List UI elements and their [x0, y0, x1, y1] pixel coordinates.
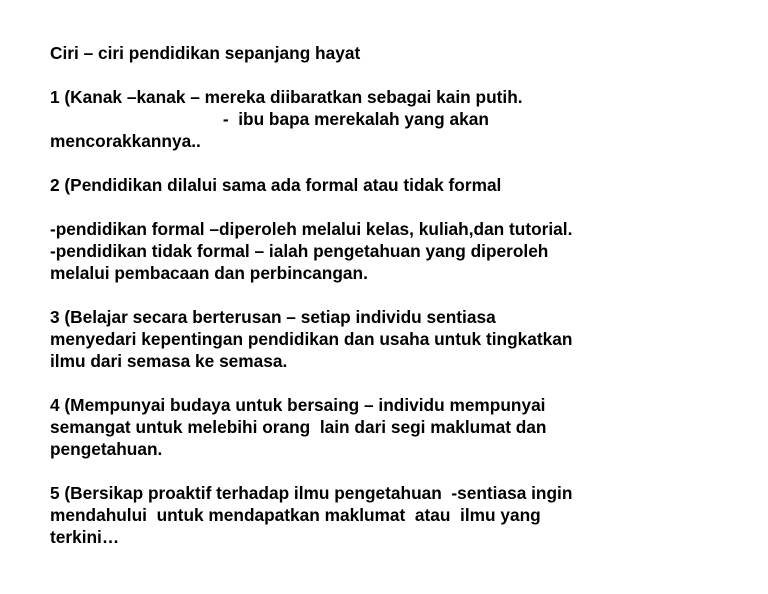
- point-1: [50, 86, 750, 152]
- informal-education-line: -pendidikan tidak formal – ialah pengetahuan yang diperoleh: [50, 241, 549, 261]
- point-4-line-3: pengetahuan.: [50, 439, 163, 459]
- document-body: [50, 42, 750, 548]
- point-1-line-3: mencorakkannya..: [50, 131, 201, 151]
- point-5-line-3: terkini…: [50, 527, 120, 547]
- point-5-line-2: mendahului untuk mendapatkan maklumat atau ilmu yang: [50, 505, 541, 525]
- point-3-line-2: menyedari kepentingan pendidikan dan usaha untuk tingkatkan: [50, 329, 573, 349]
- spacer: [50, 460, 750, 482]
- point-4: [50, 394, 750, 460]
- spacer: [50, 64, 750, 86]
- point-5: [50, 482, 750, 548]
- point-3-line-3: ilmu dari semasa ke semasa.: [50, 351, 288, 371]
- informal-education-line-cont: melalui pembacaan dan perbincangan.: [50, 263, 368, 283]
- spacer: [50, 372, 750, 394]
- point-2: [50, 174, 750, 196]
- point-4-line-2: semangat untuk melebihi orang lain dari segi maklumat dan: [50, 417, 547, 437]
- point-3-line-1: 3 (Belajar secara berterusan – setiap individu sentiasa: [50, 307, 496, 327]
- point-3: [50, 306, 750, 372]
- point-1-line-1: 1 (Kanak –kanak – mereka diibaratkan sebagai kain putih.: [50, 87, 523, 107]
- spacer: [50, 152, 750, 174]
- document-title: Ciri – ciri pendidikan sepanjang hayat: [50, 43, 361, 63]
- point-2-line-1: 2 (Pendidikan dilalui sama ada formal atau tidak formal: [50, 175, 502, 195]
- spacer: [50, 284, 750, 306]
- point-2-details: [50, 218, 750, 284]
- formal-education-line: -pendidikan formal –diperoleh melalui kelas, kuliah,dan tutorial.: [50, 219, 573, 239]
- point-5-line-1: 5 (Bersikap proaktif terhadap ilmu pengetahuan -sentiasa ingin: [50, 483, 573, 503]
- spacer: [50, 196, 750, 218]
- point-1-line-2: - ibu bapa merekalah yang akan: [50, 109, 489, 129]
- point-4-line-1: 4 (Mempunyai budaya untuk bersaing – individu mempunyai: [50, 395, 546, 415]
